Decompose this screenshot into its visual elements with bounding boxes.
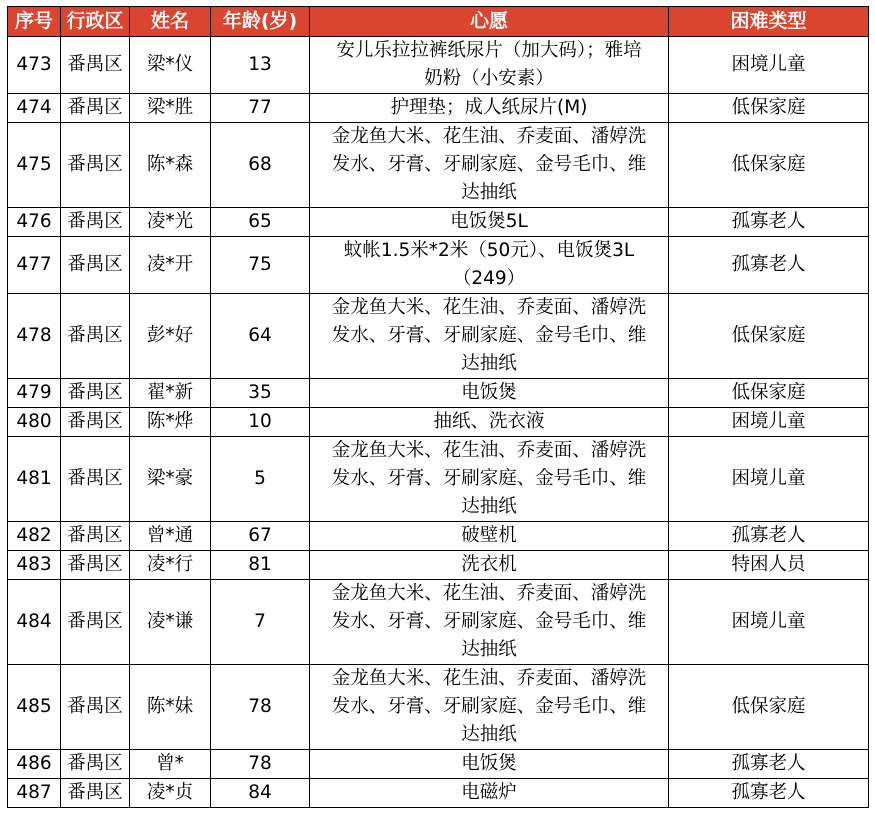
cell-wish (310, 551, 669, 580)
cell-type: 困境儿童 (669, 580, 869, 665)
wish-line: 护理垫；成人纸尿片(M) (390, 97, 588, 118)
table-row (8, 379, 869, 408)
wish-line: 金龙鱼大米、花生油、乔麦面、潘婷洗 (331, 297, 647, 318)
wish-line: 电饭煲5L (450, 211, 528, 232)
table-row (8, 208, 869, 237)
table-row (8, 437, 869, 522)
cell-age: 10 (211, 408, 310, 437)
cell-name: 陈*烨 (130, 408, 211, 437)
cell-no: 477 (8, 237, 61, 294)
cell-type: 困境儿童 (669, 437, 869, 522)
cell-name: 凌*贞 (130, 779, 211, 808)
cell-district: 番禺区 (61, 294, 130, 379)
wish-line: 金龙鱼大米、花生油、乔麦面、潘婷洗 (331, 668, 647, 689)
cell-type: 孤寡老人 (669, 208, 869, 237)
cell-name: 梁*胜 (130, 94, 211, 123)
cell-type: 孤寡老人 (669, 750, 869, 779)
wish-line: 发水、牙膏、牙刷家庭、金号毛巾、维 (331, 154, 647, 175)
cell-no: 486 (8, 750, 61, 779)
cell-district: 番禺区 (61, 580, 130, 665)
wish-line: 奶粉（小安素） (424, 68, 554, 89)
cell-wish (310, 437, 669, 522)
cell-age: 67 (211, 522, 310, 551)
table-row (8, 750, 869, 779)
cell-type: 低保家庭 (669, 379, 869, 408)
header-no: 序号 (8, 7, 61, 37)
cell-age: 13 (211, 37, 310, 94)
table-row (8, 123, 869, 208)
wish-line: 发水、牙膏、牙刷家庭、金号毛巾、维 (331, 696, 647, 717)
cell-type: 低保家庭 (669, 665, 869, 750)
wish-line: 金龙鱼大米、花生油、乔麦面、潘婷洗 (331, 440, 647, 461)
cell-no: 482 (8, 522, 61, 551)
cell-wish (310, 94, 669, 123)
cell-name: 曾* (130, 750, 211, 779)
cell-no: 485 (8, 665, 61, 750)
cell-wish (310, 750, 669, 779)
cell-name: 陈*森 (130, 123, 211, 208)
cell-type: 低保家庭 (669, 123, 869, 208)
cell-no: 473 (8, 37, 61, 94)
table-row (8, 665, 869, 750)
wish-line: 发水、牙膏、牙刷家庭、金号毛巾、维 (331, 468, 647, 489)
cell-wish (310, 379, 669, 408)
cell-name: 彭*好 (130, 294, 211, 379)
cell-type: 孤寡老人 (669, 237, 869, 294)
header-age: 年龄(岁) (211, 7, 310, 37)
cell-type: 困境儿童 (669, 408, 869, 437)
cell-district: 番禺区 (61, 208, 130, 237)
cell-district: 番禺区 (61, 237, 130, 294)
wish-line: 蚊帐1.5米*2米（50元）、电饭煲3L (343, 240, 635, 261)
table-row (8, 408, 869, 437)
wish-line: 达抽纸 (461, 353, 517, 374)
wish-line: 达抽纸 (461, 639, 517, 660)
wish-line: 金龙鱼大米、花生油、乔麦面、潘婷洗 (331, 583, 647, 604)
cell-age: 81 (211, 551, 310, 580)
cell-age: 65 (211, 208, 310, 237)
cell-age: 75 (211, 237, 310, 294)
cell-wish (310, 208, 669, 237)
table-row (8, 551, 869, 580)
cell-wish (310, 408, 669, 437)
cell-wish (310, 665, 669, 750)
cell-no: 483 (8, 551, 61, 580)
cell-wish (310, 37, 669, 94)
cell-no: 476 (8, 208, 61, 237)
cell-age: 5 (211, 437, 310, 522)
cell-type: 特困人员 (669, 551, 869, 580)
cell-name: 凌*光 (130, 208, 211, 237)
cell-age: 77 (211, 94, 310, 123)
cell-district: 番禺区 (61, 37, 130, 94)
cell-type: 低保家庭 (669, 294, 869, 379)
table-row (8, 37, 869, 94)
cell-type: 低保家庭 (669, 94, 869, 123)
cell-name: 凌*开 (130, 237, 211, 294)
cell-no: 478 (8, 294, 61, 379)
cell-name: 陈*妹 (130, 665, 211, 750)
cell-district: 番禺区 (61, 779, 130, 808)
cell-wish (310, 123, 669, 208)
header-wish: 心愿 (310, 7, 669, 37)
wish-line: 电饭煲 (461, 382, 517, 403)
wish-line: 电磁炉 (461, 782, 517, 803)
cell-wish (310, 580, 669, 665)
cell-name: 梁*仪 (130, 37, 211, 94)
wish-line: 抽纸、洗衣液 (433, 411, 545, 432)
cell-wish (310, 779, 669, 808)
cell-no: 481 (8, 437, 61, 522)
cell-type: 孤寡老人 (669, 522, 869, 551)
cell-district: 番禺区 (61, 665, 130, 750)
cell-no: 487 (8, 779, 61, 808)
cell-district: 番禺区 (61, 408, 130, 437)
wish-line: 金龙鱼大米、花生油、乔麦面、潘婷洗 (331, 126, 647, 147)
wish-line: 达抽纸 (461, 182, 517, 203)
table-row (8, 237, 869, 294)
header-district: 行政区 (61, 7, 130, 37)
cell-type: 孤寡老人 (669, 779, 869, 808)
cell-district: 番禺区 (61, 522, 130, 551)
header-row (8, 7, 869, 37)
wish-line: 发水、牙膏、牙刷家庭、金号毛巾、维 (331, 325, 647, 346)
wish-line: 发水、牙膏、牙刷家庭、金号毛巾、维 (331, 611, 647, 632)
cell-wish (310, 237, 669, 294)
table-row (8, 580, 869, 665)
wish-line: 破壁机 (461, 525, 517, 546)
cell-no: 479 (8, 379, 61, 408)
cell-district: 番禺区 (61, 437, 130, 522)
cell-wish (310, 522, 669, 551)
cell-district: 番禺区 (61, 551, 130, 580)
cell-name: 梁*豪 (130, 437, 211, 522)
wish-line: 达抽纸 (461, 496, 517, 517)
wish-line: （249） (452, 268, 526, 289)
cell-type: 困境儿童 (669, 37, 869, 94)
wish-line: 安儿乐拉拉裤纸尿片（加大码）；雅培 (336, 40, 642, 61)
cell-district: 番禺区 (61, 123, 130, 208)
cell-no: 484 (8, 580, 61, 665)
cell-name: 凌*行 (130, 551, 211, 580)
cell-district: 番禺区 (61, 379, 130, 408)
table-row (8, 779, 869, 808)
table-row (8, 294, 869, 379)
wish-line: 电饭煲 (461, 753, 517, 774)
cell-wish (310, 294, 669, 379)
cell-name: 翟*新 (130, 379, 211, 408)
cell-no: 480 (8, 408, 61, 437)
wish-line: 达抽纸 (461, 724, 517, 745)
cell-age: 7 (211, 580, 310, 665)
cell-age: 84 (211, 779, 310, 808)
wish-list-sheet (7, 6, 869, 808)
cell-age: 64 (211, 294, 310, 379)
header-name: 姓名 (130, 7, 211, 37)
table-body (8, 37, 869, 808)
table-row (8, 94, 869, 123)
cell-age: 68 (211, 123, 310, 208)
cell-name: 曾*通 (130, 522, 211, 551)
cell-no: 474 (8, 94, 61, 123)
header-type: 困难类型 (669, 7, 869, 37)
cell-district: 番禺区 (61, 94, 130, 123)
table-row (8, 522, 869, 551)
cell-age: 78 (211, 750, 310, 779)
wish-line: 洗衣机 (461, 554, 517, 575)
wish-list-table (7, 6, 869, 808)
cell-no: 475 (8, 123, 61, 208)
cell-district: 番禺区 (61, 750, 130, 779)
cell-name: 凌*谦 (130, 580, 211, 665)
cell-age: 78 (211, 665, 310, 750)
cell-age: 35 (211, 379, 310, 408)
